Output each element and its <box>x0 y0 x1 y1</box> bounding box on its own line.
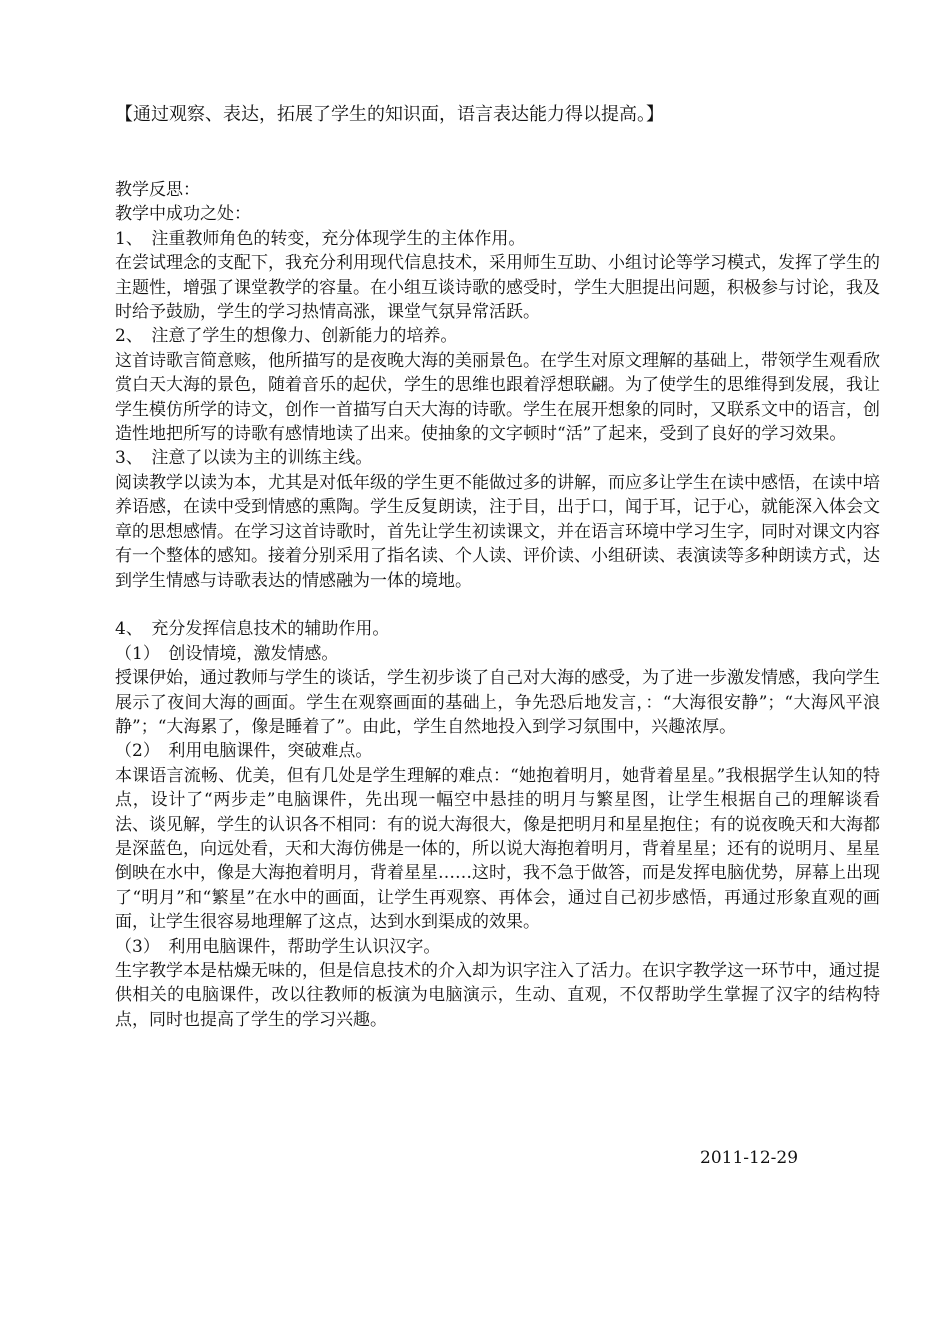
point-3-text: 阅读教学以读为本，尤其是对低年级的学生更不能做过多的讲解，而应多让学生在读中感悟，在读中培养语感，在读中受到情感的熏陶。学生反复朗读，注于目，出于口，闻于耳，记于心，就能深入体会文章的思想感情。在学习这首诗歌时，首先让学生初读课文，并在语言环境中学习生字，同时对课文内容有一个整体的感知。接着分别采用了指名读、个人读、评价读、小组研读、表演读等多种朗读方式，达到学生情感与诗歌表达的情感融为一体的境地。 <box>115 472 880 591</box>
point-3-heading: 3、 注意了以读为主的训练主线。 <box>115 448 373 469</box>
point-4-sub-1-text: 授课伊始，通过教师与学生的谈话，学生初步谈了自己对大海的感受，为了进一步激发情感，我向学生展示了夜间大海的画面。学生在观察画面的基础上，争先恐后地发言，：“大海很安静”；“大海风平浪静”；“大海累了，像是睡着了”。由此，学生自然地投入到学习氛围中，兴趣浓厚。 <box>115 668 880 737</box>
point-4-sub-2-heading: （2） 利用电脑课件，突破难点。 <box>115 741 373 762</box>
point-2-text: 这首诗歌言简意赅，他所描写的是夜晚大海的美丽景色。在学生对原文理解的基础上，带领学生观看欣赏白天大海的景色，随着音乐的起伏，学生的思维也跟着浮想联翩。为了使学生的思维得到发展，我让学生模仿所学的诗文，创作一首描写白天大海的诗歌。学生在展开想象的同时，又联系文中的语言，创造性地把所写的诗歌有感情地读了出来。使抽象的文字顿时“活”了起来，受到了良好的学习效果。 <box>115 350 880 445</box>
point-4-sub-2-text: 本课语言流畅、优美，但有几处是学生理解的难点：“她抱着明月，她背着星星。”我根据学生认知的特点，设计了“两步走”电脑课件，先出现一幅空中悬挂的明月与繁星图，让学生根据自己的理解谈看法、谈见解，学生的认识各不相同：有的说大海很大，像是把明月和星星抱住；有的说夜晚天和大海都是深蓝色，向远处看，天和大海仿佛是一体的，所以说大海抱着明月，背着星星；还有的说明月、星星倒映在水中，像是大海抱着明月，背着星星……这时，我不急于做答，而是发挥电脑优势，屏幕上出现了“明月”和“繁星”在水中的画面，让学生再观察、再体会，通过自己初步感悟，再通过形象直观的画面，让学生很容易地理解了这点，达到水到渠成的效果。 <box>115 765 880 933</box>
point-2-heading: 2、 注意了学生的想像力、创新能力的培养。 <box>115 326 458 347</box>
reflection-title: 教学反思： <box>115 180 200 200</box>
point-4-sub-3-heading: （3） 利用电脑课件，帮助学生认识汉字。 <box>115 936 441 957</box>
point-4-sub-3-text: 生字教学本是枯燥无味的，但是信息技术的介入却为识字注入了活力。在识字教学这一环节中，通过提供相关的电脑课件，改以往教师的板演为电脑演示，生动、直观，不仅帮助学生掌握了汉字的结构特点，同时也提高了学生的学习兴趣。 <box>115 960 880 1030</box>
document-date: 2011-12-29 <box>700 1148 799 1168</box>
point-4-heading: 4、 充分发挥信息技术的辅助作用。 <box>115 619 390 640</box>
reflection-subtitle: 教学中成功之处： <box>115 204 251 225</box>
point-1-text: 在尝试理念的支配下，我充分利用现代信息技术，采用师生互助、小组讨论等学习模式，发挥了学生的主题性，增强了课堂教学的容量。在小组互谈诗歌的感受时，学生大胆提出问题，积极参与讨论，我及时给予鼓励，学生的学习热情高涨，课堂气氛异常活跃。 <box>115 253 880 323</box>
point-4-sub-1-heading: （1） 创设情境，激发情感。 <box>115 643 339 664</box>
reflection-section <box>115 178 880 1032</box>
summary-note: 【通过观察、表达，拓展了学生的知识面，语言表达能力得以提高。】 <box>115 104 664 125</box>
point-1-heading: 1、 注重教师角色的转变，充分体现学生的主体作用。 <box>115 228 526 249</box>
paragraph-gap <box>115 593 880 617</box>
